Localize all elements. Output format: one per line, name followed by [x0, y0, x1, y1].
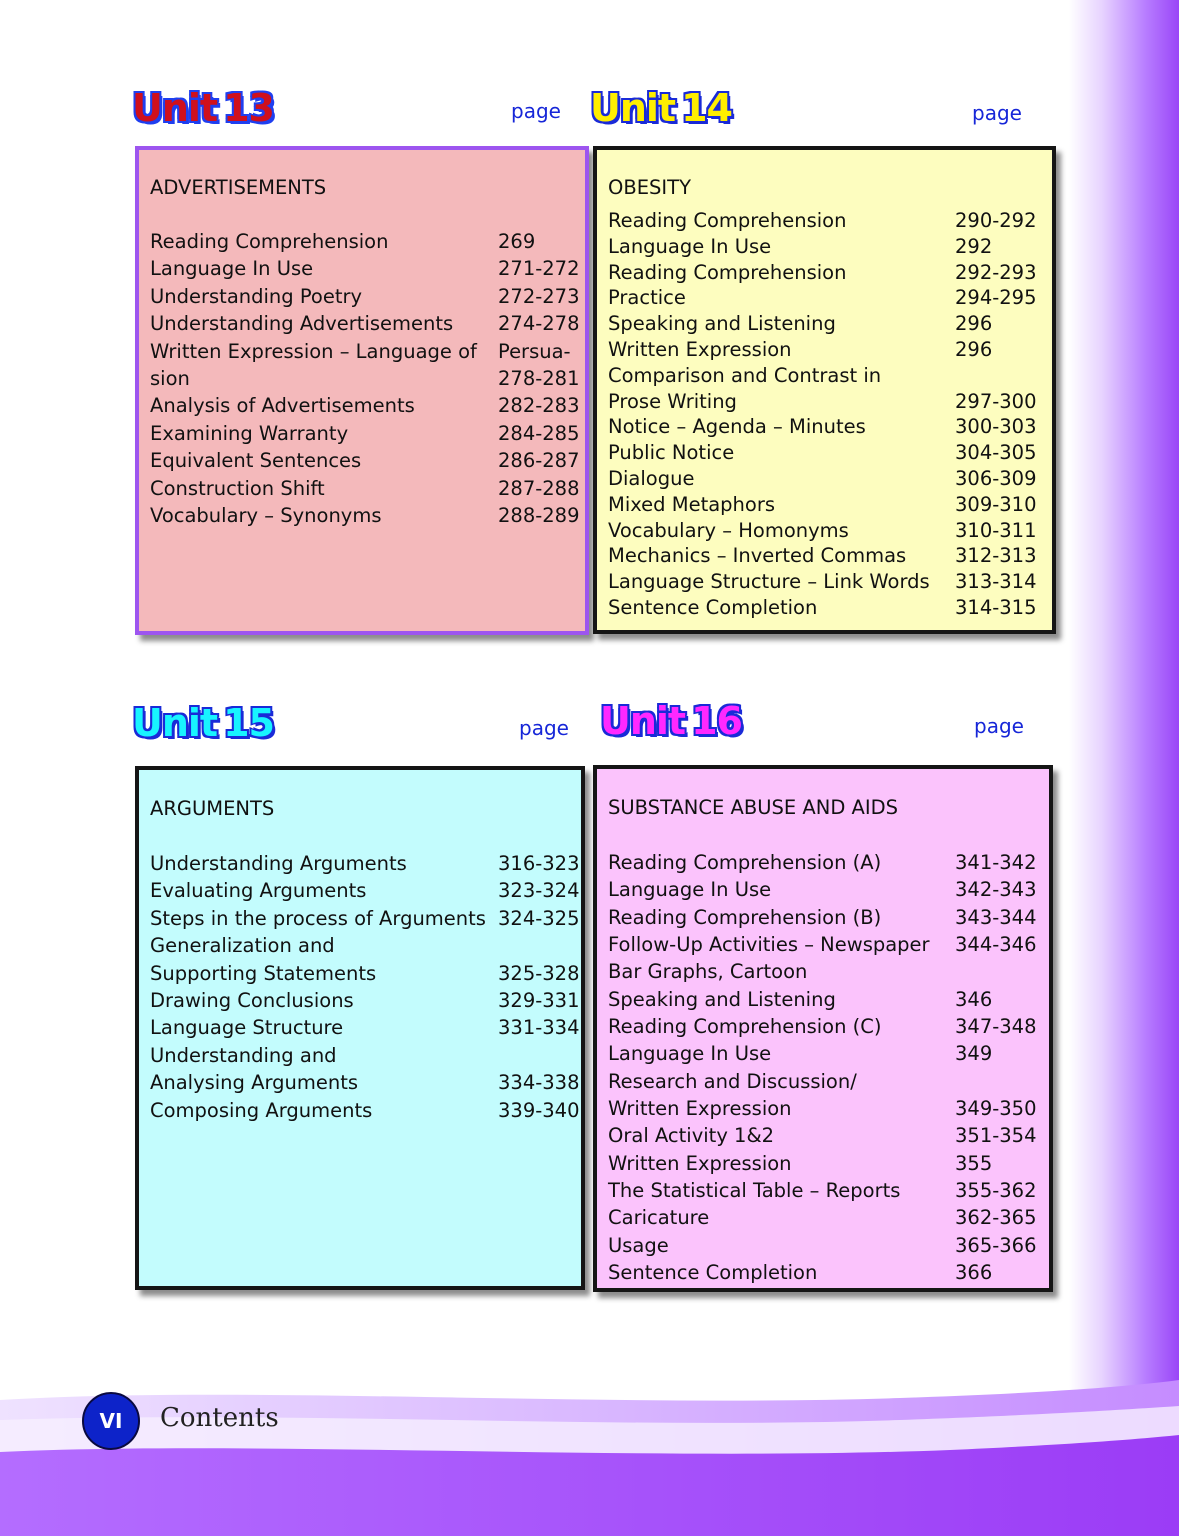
- entry-title: Sentence Completion: [608, 595, 818, 619]
- contents-entry: [608, 1015, 1043, 1042]
- entry-pages: 347-348: [955, 1015, 1037, 1039]
- contents-entry: [608, 1234, 1043, 1261]
- contents-entry: [150, 1098, 580, 1126]
- entry-pages: 272-273: [498, 284, 580, 308]
- unit-15-entries: [150, 852, 580, 1126]
- entry-title: Language In Use: [608, 878, 772, 902]
- entry-pages: 282-283: [498, 394, 580, 418]
- entry-pages: 339-340: [498, 1098, 580, 1122]
- page-column-label: page: [972, 101, 1022, 125]
- contents-entry: [150, 504, 579, 531]
- entry-pages: 292-293: [955, 260, 1037, 284]
- unit-number: 15: [223, 701, 274, 745]
- entry-title: Notice – Agenda – Minutes: [608, 415, 866, 439]
- contents-entry: [150, 422, 579, 449]
- entry-title: Supporting Statements: [150, 961, 377, 985]
- contents-entry: [608, 1261, 1043, 1288]
- page-column-label: page: [974, 714, 1024, 738]
- entry-pages: 304-305: [955, 441, 1037, 465]
- entry-pages: 331-334: [498, 1016, 580, 1040]
- unit-13-title: [132, 86, 274, 130]
- contents-entry: [608, 338, 1046, 364]
- entry-pages: 271-272: [498, 257, 580, 281]
- entry-title: Mechanics – Inverted Commas: [608, 544, 907, 568]
- contents-entry: [608, 1124, 1043, 1151]
- unit-word: Unit: [590, 86, 676, 130]
- entry-pages: 274-278: [498, 312, 580, 336]
- contents-entry: [608, 467, 1046, 493]
- unit-13-contents-box: [135, 146, 589, 635]
- entry-pages: 314-315: [955, 595, 1037, 619]
- entry-title: Written Expression – Language of: [150, 339, 477, 363]
- entry-title: Reading Comprehension (C): [608, 1015, 882, 1039]
- entry-pages: 341-342: [955, 851, 1037, 874]
- contents-entry: [150, 449, 579, 476]
- entry-title: Prose Writing: [608, 389, 737, 413]
- entry-pages: 316-323: [498, 852, 580, 875]
- entry-pages: 312-313: [955, 544, 1037, 568]
- contents-entry: [608, 441, 1046, 467]
- entry-pages: 344-346: [955, 933, 1037, 957]
- entry-pages: 355: [955, 1151, 993, 1175]
- unit-14-contents-box: [593, 146, 1056, 634]
- entry-title: Generalization and: [150, 934, 335, 958]
- entry-pages: 349: [955, 1042, 993, 1066]
- entry-title: Understanding Poetry: [150, 284, 363, 308]
- unit-number: 14: [681, 86, 732, 130]
- entry-title: Vocabulary – Homonyms: [608, 518, 849, 542]
- unit-15-contents-box: [135, 766, 585, 1290]
- entry-title: Understanding Arguments: [150, 852, 407, 875]
- entry-pages: 355-362: [955, 1179, 1037, 1203]
- entry-pages: 300-303: [955, 415, 1037, 439]
- entry-title: Drawing Conclusions: [150, 988, 354, 1012]
- entry-title: Speaking and Listening: [608, 312, 836, 336]
- entry-pages: 329-331: [498, 988, 580, 1012]
- contents-entry: [608, 312, 1046, 338]
- entry-title: Practice: [608, 286, 686, 310]
- entry-title: sion: [150, 366, 190, 390]
- unit-number: 13: [223, 86, 274, 130]
- entry-pages: 297-300: [955, 389, 1037, 413]
- entry-title: Examining Warranty: [150, 421, 349, 445]
- contents-entry: [608, 988, 1043, 1015]
- contents-entry: [608, 933, 1043, 960]
- entry-pages: Persua-: [498, 339, 571, 363]
- entry-pages: 365-366: [955, 1233, 1037, 1257]
- entry-pages: 325-328: [498, 961, 580, 985]
- entry-pages: 310-311: [955, 518, 1037, 542]
- footer-section-title: Contents: [160, 1403, 279, 1433]
- entry-title: Reading Comprehension: [608, 260, 847, 284]
- contents-entry: [150, 477, 579, 504]
- entry-pages: 334-338: [498, 1071, 580, 1095]
- entry-title: Analysing Arguments: [150, 1071, 359, 1095]
- entry-title: Reading Comprehension: [150, 230, 389, 253]
- contents-entry: [150, 257, 579, 284]
- contents-entry: [150, 340, 579, 367]
- page-column-label: page: [511, 99, 561, 123]
- contents-entry: [608, 960, 1043, 987]
- entry-title: Language Structure – Link Words: [608, 570, 930, 594]
- unit-word: Unit: [132, 86, 218, 130]
- unit-16-contents-box: [593, 765, 1053, 1292]
- entry-pages: 284-285: [498, 421, 580, 445]
- entry-title: Caricature: [608, 1206, 710, 1230]
- entry-pages: 309-310: [955, 492, 1037, 516]
- entry-title: Follow-Up Activities – Newspaper: [608, 933, 930, 957]
- contents-entry: [608, 364, 1046, 390]
- page-column-label: page: [519, 716, 569, 740]
- entry-pages: 287-288: [498, 476, 580, 500]
- entry-pages: 290-292: [955, 209, 1037, 232]
- contents-entry: [608, 906, 1043, 933]
- entry-title: Equivalent Sentences: [150, 449, 362, 473]
- contents-entry: [608, 1042, 1043, 1069]
- entry-title: Reading Comprehension: [608, 209, 847, 232]
- contents-entry: [608, 261, 1046, 287]
- unit-16-title: [600, 699, 742, 743]
- unit-word: Unit: [600, 699, 686, 743]
- entry-title: Written Expression: [608, 337, 792, 361]
- entry-title: Written Expression: [608, 1097, 792, 1121]
- entry-pages: 342-343: [955, 878, 1037, 902]
- contents-entry: [150, 879, 580, 906]
- entry-title: Vocabulary – Synonyms: [150, 503, 382, 527]
- entry-pages: 313-314: [955, 570, 1037, 594]
- contents-entry: [608, 1152, 1043, 1179]
- contents-entry: [150, 1071, 580, 1098]
- contents-entry: [608, 570, 1046, 596]
- entry-title: Evaluating Arguments: [150, 879, 367, 903]
- contents-entry: [150, 961, 580, 989]
- contents-entry: [150, 394, 579, 421]
- entry-pages: 296: [955, 337, 993, 361]
- contents-entry: [608, 851, 1043, 878]
- entry-title: Oral Activity 1&2: [608, 1124, 775, 1148]
- page-number-badge: VI: [82, 1392, 140, 1450]
- entry-title: Sentence Completion: [608, 1261, 818, 1285]
- entry-title: Written Expression: [608, 1151, 792, 1175]
- contents-entry: [608, 1070, 1043, 1097]
- contents-entry: [150, 285, 579, 312]
- entry-pages: 351-354: [955, 1124, 1037, 1148]
- entry-title: Reading Comprehension (B): [608, 905, 882, 929]
- contents-entry: [150, 367, 579, 394]
- unit-14-title: [590, 86, 732, 130]
- contents-entry: [150, 1044, 575, 1071]
- contents-entry: [608, 286, 1046, 312]
- contents-entry: [608, 596, 1046, 622]
- entry-title: Mixed Metaphors: [608, 492, 776, 516]
- unit-15-title: [132, 701, 274, 745]
- contents-entry: [608, 493, 1046, 519]
- entry-pages: 323-324: [498, 879, 580, 903]
- entry-title: Construction Shift: [150, 476, 325, 500]
- entry-title: Public Notice: [608, 441, 735, 465]
- entry-pages: 366: [955, 1261, 993, 1285]
- contents-entry: [608, 878, 1043, 905]
- unit-14-heading: OBESITY: [608, 176, 691, 199]
- contents-entry: [608, 209, 1046, 235]
- contents-entry: [608, 1179, 1043, 1206]
- unit-13-heading: ADVERTISEMENTS: [150, 176, 327, 199]
- contents-entry: [150, 852, 580, 879]
- entry-pages: 292: [955, 234, 993, 258]
- contents-entry: [608, 1097, 1043, 1124]
- entry-pages: 306-309: [955, 466, 1037, 490]
- entry-title: Reading Comprehension (A): [608, 851, 882, 874]
- contents-entry: [608, 1206, 1043, 1233]
- entry-pages: 288-289: [498, 503, 580, 527]
- entry-title: Analysis of Advertisements: [150, 394, 415, 418]
- contents-entry: [608, 235, 1046, 261]
- unit-16-heading: SUBSTANCE ABUSE AND AIDS: [608, 796, 899, 819]
- contents-entry: [150, 906, 580, 934]
- entry-title: Language In Use: [608, 234, 772, 258]
- contents-entry: [608, 415, 1046, 441]
- entry-title: The Statistical Table – Reports: [608, 1179, 901, 1203]
- entry-pages: 269: [498, 230, 536, 253]
- unit-14-entries: [608, 209, 1046, 622]
- entry-title: Understanding and: [150, 1043, 337, 1067]
- entry-pages: 278-281: [498, 366, 580, 390]
- entry-pages: 324-325: [498, 906, 580, 930]
- entry-title: Language In Use: [150, 257, 314, 281]
- entry-title: Language In Use: [608, 1042, 772, 1066]
- entry-title: Language Structure: [150, 1016, 344, 1040]
- decorative-side-band: [1069, 0, 1179, 1536]
- entry-title: Dialogue: [608, 466, 695, 490]
- contents-entry: [608, 390, 1046, 416]
- contents-entry: [150, 934, 575, 961]
- unit-13-entries: [150, 230, 579, 531]
- contents-entry: [608, 519, 1046, 545]
- entry-pages: 343-344: [955, 905, 1037, 929]
- contents-entry: [150, 230, 579, 257]
- entry-pages: 286-287: [498, 449, 580, 473]
- entry-pages: 346: [955, 987, 993, 1011]
- entry-title: Bar Graphs, Cartoon: [608, 960, 808, 984]
- contents-entry: [150, 988, 580, 1016]
- contents-entry: [150, 312, 579, 339]
- entry-title: Speaking and Listening: [608, 987, 836, 1011]
- unit-15-heading: ARGUMENTS: [150, 797, 275, 820]
- entry-title: Steps in the process of Arguments: [150, 906, 486, 930]
- entry-pages: 349-350: [955, 1097, 1037, 1121]
- entry-pages: 294-295: [955, 286, 1037, 310]
- entry-title: Usage: [608, 1233, 669, 1257]
- entry-pages: 362-365: [955, 1206, 1037, 1230]
- unit-16-entries: [608, 851, 1043, 1289]
- entry-title: Composing Arguments: [150, 1098, 373, 1122]
- entry-title: Understanding Advertisements: [150, 312, 454, 336]
- entry-pages: 296: [955, 312, 993, 336]
- contents-entry: [608, 544, 1046, 570]
- entry-title: Research and Discussion/: [608, 1069, 857, 1093]
- unit-word: Unit: [132, 701, 218, 745]
- entry-title: Comparison and Contrast in: [608, 363, 882, 387]
- unit-number: 16: [691, 699, 742, 743]
- contents-entry: [150, 1016, 580, 1043]
